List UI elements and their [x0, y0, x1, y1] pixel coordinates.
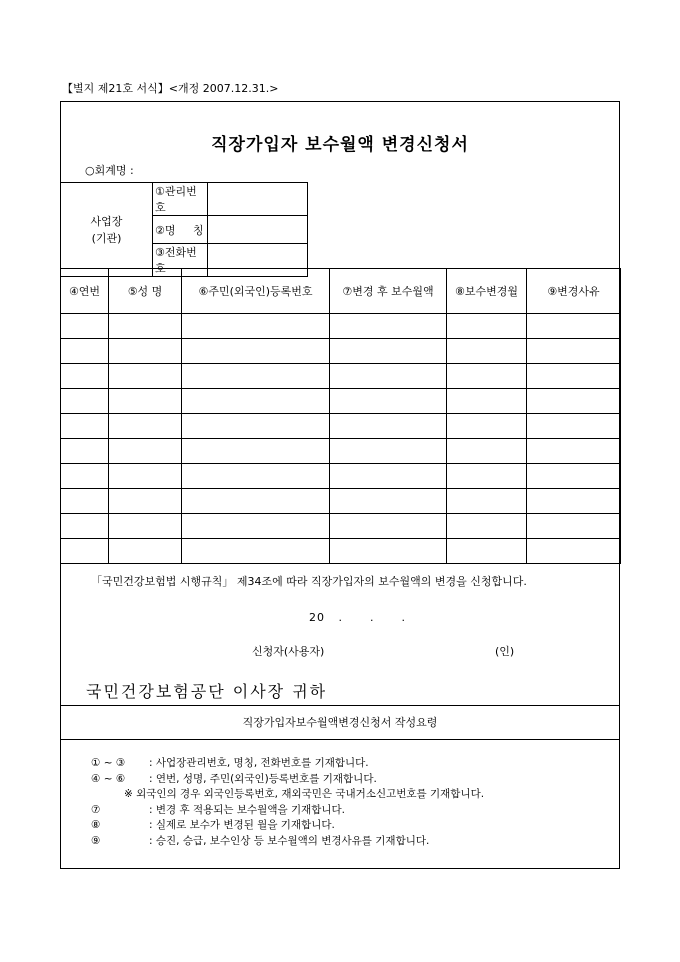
- form-title: 직장가입자 보수월액 변경신청서: [211, 135, 469, 155]
- guide-text: : 연번, 성명, 주민(외국인)등록번호를 기재합니다.: [149, 772, 377, 785]
- table-cell[interactable]: [330, 439, 447, 464]
- management-number-field[interactable]: [208, 183, 308, 216]
- table-cell[interactable]: [182, 514, 330, 539]
- guide-item: [91, 834, 484, 850]
- business-name-label: ②명 칭: [153, 216, 208, 244]
- table-cell[interactable]: [330, 314, 447, 339]
- table-row: [61, 489, 621, 514]
- guide-note: ※ 외국인의 경우 외국인등록번호, 재외국민은 국내거소신고번호를 기재합니다.: [124, 788, 485, 800]
- table-cell[interactable]: [447, 439, 527, 464]
- table-cell[interactable]: [182, 439, 330, 464]
- guide-item: [91, 772, 484, 788]
- table-cell[interactable]: [182, 464, 330, 489]
- employee-table: [60, 268, 621, 564]
- table-cell[interactable]: [527, 514, 621, 539]
- table-row: [61, 339, 621, 364]
- seal-label: (인): [495, 645, 515, 658]
- table-cell[interactable]: [182, 539, 330, 564]
- table-cell[interactable]: [330, 414, 447, 439]
- guide-title: 직장가입자보수월액변경신청서 작성요령: [61, 705, 619, 740]
- table-cell[interactable]: [109, 314, 182, 339]
- form-frame: [60, 101, 620, 869]
- date-line: 20 . . .: [309, 611, 406, 624]
- organization-label-line1: 사업장: [90, 214, 123, 228]
- column-header-registration-number: ⑥주민(외국인)등록번호: [182, 269, 330, 314]
- table-cell[interactable]: [447, 414, 527, 439]
- guide-list: [91, 756, 484, 849]
- table-row: [61, 314, 621, 339]
- table-cell[interactable]: [61, 364, 109, 389]
- table-row: [61, 389, 621, 414]
- addressee-text: 국민건강보험공단 이사장 귀하: [86, 682, 328, 701]
- organization-label-line2: (기관): [91, 231, 122, 245]
- table-cell[interactable]: [527, 439, 621, 464]
- table-header-row: [61, 269, 621, 314]
- table-cell[interactable]: [182, 314, 330, 339]
- table-cell[interactable]: [527, 364, 621, 389]
- table-cell[interactable]: [527, 539, 621, 564]
- table-cell[interactable]: [109, 339, 182, 364]
- table-cell[interactable]: [61, 414, 109, 439]
- table-cell[interactable]: [527, 314, 621, 339]
- guide-text: : 승진, 승급, 보수인상 등 보수월액의 변경사유를 기재합니다.: [149, 834, 430, 847]
- table-row: [61, 539, 621, 564]
- table-cell[interactable]: [182, 339, 330, 364]
- guide-text: : 사업장관리번호, 명칭, 전화번호를 기재합니다.: [149, 757, 369, 769]
- table-row: [61, 364, 621, 389]
- table-cell[interactable]: [447, 339, 527, 364]
- table-cell[interactable]: [447, 464, 527, 489]
- table-row: [61, 464, 621, 489]
- table-cell[interactable]: [330, 464, 447, 489]
- table-cell[interactable]: [447, 389, 527, 414]
- organization-table: [60, 182, 308, 277]
- table-cell[interactable]: [109, 439, 182, 464]
- table-cell[interactable]: [61, 389, 109, 414]
- table-cell[interactable]: [182, 364, 330, 389]
- table-cell[interactable]: [182, 414, 330, 439]
- column-header-change-month: ⑧보수변경월: [447, 269, 527, 314]
- management-number-label: ①관리번호: [153, 183, 208, 216]
- table-row: [61, 514, 621, 539]
- table-cell[interactable]: [527, 339, 621, 364]
- declaration-text: 「국민건강보험법 시행규칙」 제34조에 따라 직장가입자의 보수월액의 변경을 신청합니다.: [91, 575, 527, 588]
- table-cell[interactable]: [109, 489, 182, 514]
- table-cell[interactable]: [109, 514, 182, 539]
- table-cell[interactable]: [109, 364, 182, 389]
- table-cell[interactable]: [109, 414, 182, 439]
- table-cell[interactable]: [182, 389, 330, 414]
- business-name-field[interactable]: [208, 216, 308, 244]
- table-cell[interactable]: [527, 389, 621, 414]
- applicant-label: 신청자(사용자): [252, 645, 325, 658]
- table-cell[interactable]: [447, 314, 527, 339]
- guide-mark: ① ~ ③: [91, 757, 126, 769]
- table-cell[interactable]: [330, 364, 447, 389]
- table-cell[interactable]: [330, 489, 447, 514]
- table-cell[interactable]: [447, 489, 527, 514]
- guide-mark: ④ ~ ⑥: [91, 772, 126, 785]
- table-cell[interactable]: [527, 464, 621, 489]
- guide-item: [91, 756, 484, 772]
- table-cell[interactable]: [61, 339, 109, 364]
- guide-text: : 변경 후 적용되는 보수월액을 기재합니다.: [149, 803, 345, 816]
- table-row: [61, 439, 621, 464]
- column-header-change-reason: ⑨변경사유: [527, 269, 621, 314]
- table-cell[interactable]: [330, 339, 447, 364]
- table-cell[interactable]: [527, 489, 621, 514]
- table-cell[interactable]: [109, 539, 182, 564]
- table-cell[interactable]: [330, 514, 447, 539]
- table-cell[interactable]: [527, 414, 621, 439]
- column-header-new-salary: ⑦변경 후 보수월액: [330, 269, 447, 314]
- form-number-label: 【별지 제21호 서식】<개정 2007.12.31.>: [62, 82, 279, 95]
- guide-mark: ⑧: [91, 819, 101, 831]
- account-name-label: ○회계명 :: [85, 164, 134, 177]
- guide-item: [91, 818, 484, 834]
- table-row: [61, 414, 621, 439]
- table-cell[interactable]: [182, 489, 330, 514]
- table-cell[interactable]: [61, 464, 109, 489]
- guide-mark: ⑨: [91, 834, 101, 847]
- guide-mark: ⑦: [91, 803, 101, 816]
- table-cell[interactable]: [447, 364, 527, 389]
- column-header-seq: ④연번: [61, 269, 109, 314]
- table-cell[interactable]: [61, 314, 109, 339]
- table-cell[interactable]: [447, 539, 527, 564]
- table-cell[interactable]: [109, 464, 182, 489]
- table-cell[interactable]: [61, 514, 109, 539]
- table-cell[interactable]: [61, 439, 109, 464]
- table-cell[interactable]: [330, 539, 447, 564]
- column-header-name: ⑤성 명: [109, 269, 182, 314]
- table-cell[interactable]: [61, 489, 109, 514]
- table-cell[interactable]: [61, 539, 109, 564]
- phone-number-label: ③전화번호: [153, 244, 208, 277]
- organization-label: [61, 183, 153, 277]
- table-cell[interactable]: [109, 389, 182, 414]
- guide-text: : 실제로 보수가 변경된 월을 기재합니다.: [149, 819, 335, 831]
- guide-item: [91, 803, 484, 819]
- table-cell[interactable]: [330, 389, 447, 414]
- table-cell[interactable]: [447, 514, 527, 539]
